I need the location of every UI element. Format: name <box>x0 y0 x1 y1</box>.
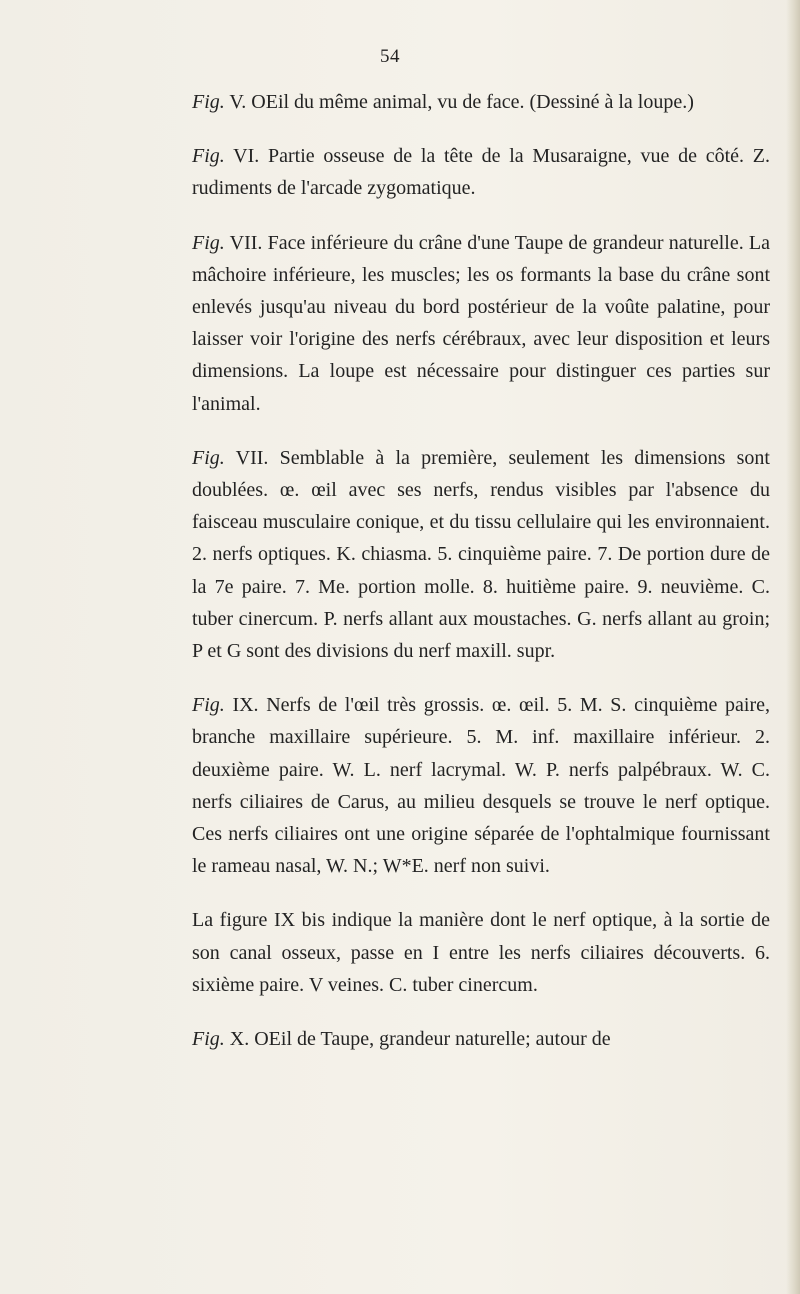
page-edge <box>786 0 800 1294</box>
fig-label: Fig. <box>192 145 225 168</box>
paragraph-text: IX. Nerfs de l'œil très grossis. œ. œil. 5. M. S. cinquième paire, branche maxillaire supérieure. 5. M. inf. maxillaire inférieur. 2. deuxième paire. W. L. nerf lacrymal. W. P. nerfs palpébraux. W. C. nerfs ciliaires de Carus, au milieu desquels se trouve le nerf optique. Ces nerfs ciliaires ont une origine séparée de l'ophtalmique fournissant le rameau nasal, W. N.; W*E. nerf non suivi. <box>192 694 770 878</box>
paragraph-fig-10 <box>192 1023 770 1055</box>
paragraph-text: VII. Semblable à la première, seulement les dimensions sont doublées. œ. œil avec ses nerfs, rendus visibles par l'absence du faisceau musculaire conique, et du tissu cellulaire qui les environnaient. 2. nerfs optiques. K. chiasma. 5. cinquième paire. 7. De portion dure de la 7e paire. 7. Me. portion molle. 8. huitième paire. 9. neuvième. C. tuber cinercum. P. nerfs allant aux moustaches. G. nerfs allant au groin; P et G sont des divisions du nerf maxill. supr. <box>192 446 770 663</box>
paragraph-fig-9-bis <box>192 904 770 1001</box>
fig-label: Fig. <box>192 694 225 717</box>
fig-label: Fig. <box>192 446 225 469</box>
paragraph-text: V. OEil du même animal, vu de face. (Dessiné à la loupe.) <box>229 91 694 113</box>
paragraph-fig-8 <box>192 442 770 667</box>
page-number: 54 <box>380 46 400 67</box>
paragraph-text: VI. Partie osseuse de la tête de la Musaraigne, vue de côté. Z. rudiments de l'arcade zygomatique. <box>192 145 770 200</box>
paragraph-fig-9 <box>192 689 770 882</box>
fig-label: Fig. <box>192 91 225 113</box>
paragraph-text: La figure IX bis indique la manière dont le nerf optique, à la sortie de son canal osseux, passe en I entre les nerfs ciliaires découverts. 6. sixième paire. V veines. C. tuber cinercum. <box>192 909 770 996</box>
paragraph-text: X. OEil de Taupe, grandeur naturelle; autour de <box>229 1028 611 1051</box>
paragraph-fig-7 <box>192 227 770 420</box>
fig-label: Fig. <box>192 1028 225 1051</box>
paragraph-fig-5 <box>192 86 770 118</box>
paragraph-fig-6 <box>192 140 770 204</box>
fig-label: Fig. <box>192 231 225 254</box>
paragraph-text: VII. Face inférieure du crâne d'une Taupe de grandeur naturelle. La mâchoire inférieure, les muscles; les os formants la base du crâne sont enlevés jusqu'au niveau du bord postérieur de la voûte palatine, pour laisser voir l'origine des nerfs cérébraux, avec leur disposition et leurs dimensions. La loupe est nécessaire pour distinguer ces parties sur l'animal. <box>192 231 771 415</box>
text-body <box>192 86 770 1077</box>
